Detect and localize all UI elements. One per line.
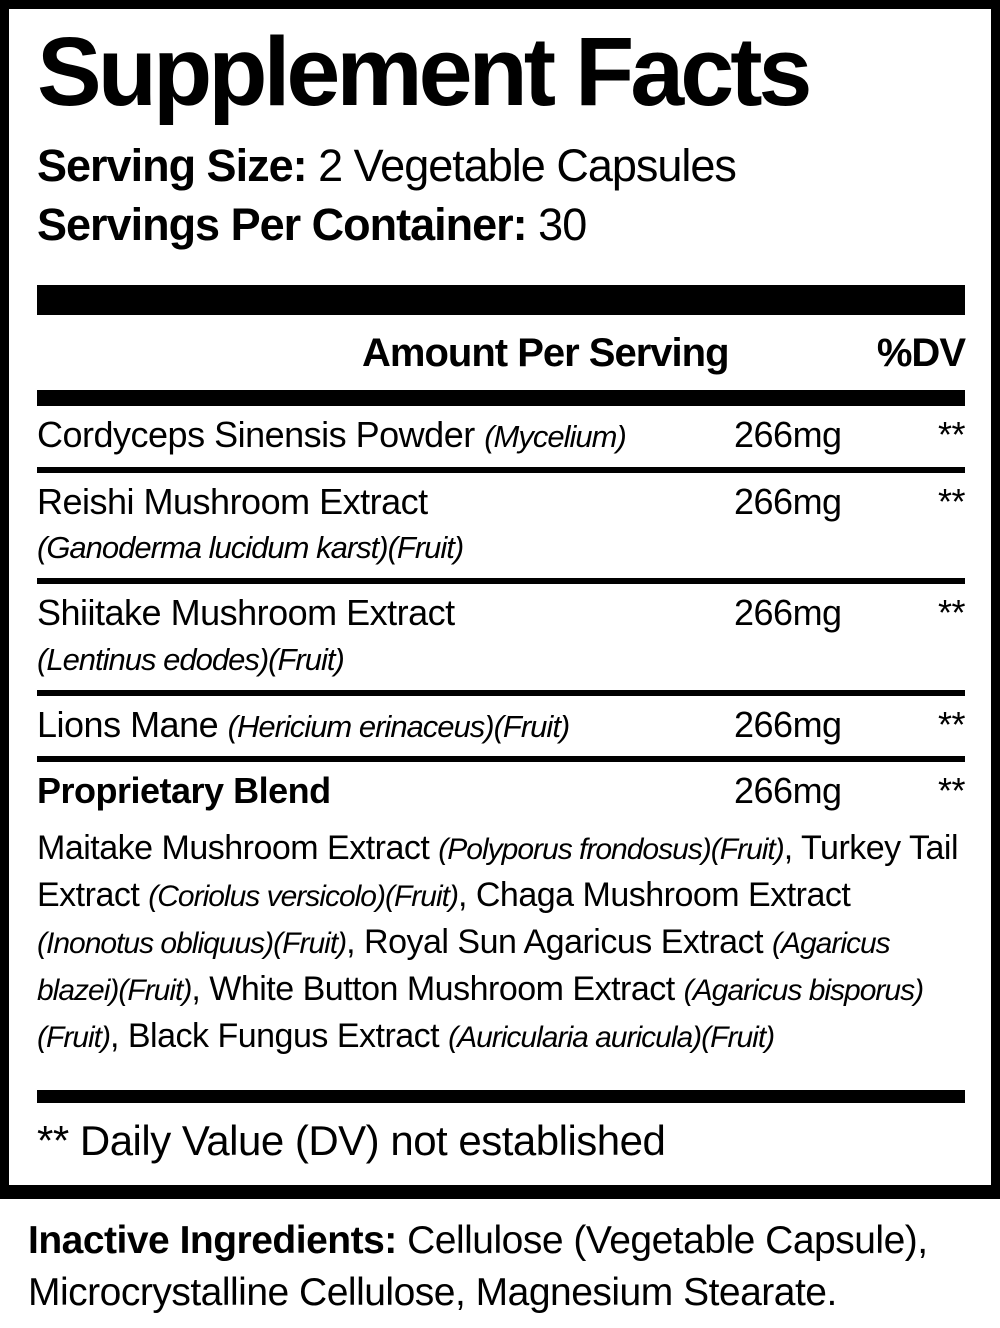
ingredient-dv: **	[937, 703, 965, 745]
serving-size-label: Serving Size:	[37, 139, 307, 191]
ingredient-row-lions-mane	[37, 696, 965, 757]
ingredient-dv: **	[937, 592, 965, 634]
column-header-row	[37, 315, 965, 390]
ingredient-name: Reishi Mushroom Extract	[37, 480, 428, 522]
ingredient-amount: 266mg	[734, 770, 842, 812]
blend-description: Maitake Mushroom Extract (Polyporus frondosus)(Fruit), Turkey Tail Extract (Coriolus versicolo)(Fruit), Chaga Mushroom Extract (Inonotus obliquus)(Fruit), Royal Sun Agaricus Extract (Agaricus blazei)(Fruit), White Button Mushroom Extract (Agaricus bisporus)(Fruit), Black Fungus Extract (Auricularia auricula)(Fruit)	[37, 829, 959, 1055]
ingredient-name: Lions Mane	[37, 703, 219, 745]
percent-dv-header: %DV	[876, 330, 965, 375]
ingredient-name: Proprietary Blend	[37, 770, 331, 812]
serving-size-value: 2 Vegetable Capsules	[318, 139, 736, 191]
ingredient-latin-name: (Ganoderma lucidum karst)(Fruit)	[37, 530, 464, 566]
servings-per-container-value: 30	[538, 199, 587, 251]
inactive-ingredients-label: Inactive Ingredients:	[28, 1218, 397, 1262]
serving-size-line	[37, 136, 965, 195]
ingredient-dv: **	[937, 480, 965, 522]
divider-footnote-top	[37, 1090, 965, 1103]
inactive-ingredients	[0, 1215, 1000, 1319]
ingredient-row-proprietary-blend	[37, 762, 965, 1081]
divider-thick-top	[37, 285, 965, 315]
ingredient-amount: 266mg	[734, 703, 842, 745]
divider-header-bottom	[37, 390, 965, 406]
ingredient-latin-name: (Mycelium)	[484, 418, 626, 454]
ingredient-latin-name: (Hericium erinaceus)(Fruit)	[227, 708, 570, 744]
ingredient-row-reishi	[37, 473, 965, 579]
panel-title: Supplement Facts	[37, 17, 809, 126]
servings-per-container-label: Servings Per Container:	[37, 199, 527, 251]
servings-per-container-line	[37, 195, 965, 254]
daily-value-footnote: ** Daily Value (DV) not established	[37, 1116, 666, 1164]
ingredient-amount: 266mg	[734, 480, 842, 522]
ingredient-dv: **	[937, 770, 965, 812]
ingredient-name: Cordyceps Sinensis Powder	[37, 413, 475, 455]
ingredient-row-cordyceps	[37, 406, 965, 467]
ingredient-row-shiitake	[37, 584, 965, 690]
ingredient-latin-name: (Lentinus edodes)(Fruit)	[37, 641, 344, 677]
ingredient-amount: 266mg	[734, 592, 842, 634]
amount-per-serving-header: Amount Per Serving	[362, 330, 729, 375]
ingredient-name: Shiitake Mushroom Extract	[37, 592, 455, 634]
inactive-ingredients-value: Cellulose (Vegetable Capsule), Microcrystalline Cellulose, Magnesium Stearate.	[28, 1218, 928, 1314]
ingredient-dv: **	[937, 413, 965, 455]
ingredient-amount: 266mg	[734, 413, 842, 455]
